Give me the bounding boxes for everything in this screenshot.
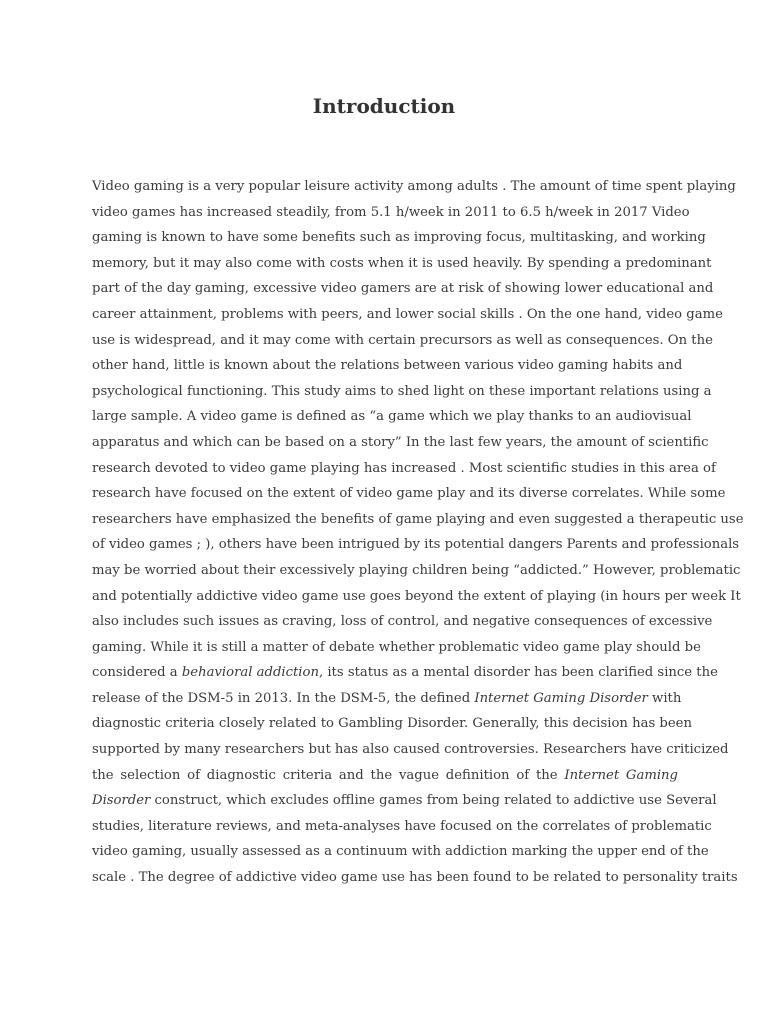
paragraph-line: large sample. A video game is defined as “a game which we play thanks to an audiovisual xyxy=(92,409,692,425)
line-text: construct, which excludes offline games from being related to addictive use Several xyxy=(150,793,717,809)
emphasis-term: behavioral addiction xyxy=(181,665,319,681)
paragraph-line: video games has increased steadily, from 5.1 h/week in 2011 to 6.5 h/week in 2017 Video xyxy=(92,204,690,220)
body-paragraph xyxy=(92,174,744,891)
paragraph-line: research have focused on the extent of video game play and its diverse correlates. While some xyxy=(92,486,726,502)
paragraph-line: gaming is known to have some benefits such as improving focus, multitasking, and working xyxy=(92,230,706,246)
paragraph-line xyxy=(92,686,682,712)
paragraph-line: scale . The degree of addictive video game use has been found to be related to personality traits xyxy=(92,870,738,886)
paragraph-line: video gaming, usually assessed as a continuum with addiction marking the upper end of the xyxy=(92,844,709,860)
paragraph-line: memory, but it may also come with costs when it is used heavily. By spending a predominant xyxy=(92,255,712,271)
paragraph-line: diagnostic criteria closely related to Gambling Disorder. Generally, this decision has been xyxy=(92,716,692,732)
paragraph-line: gaming. While it is still a matter of debate whether problematic video game play should be xyxy=(92,639,701,655)
paragraph-line: may be worried about their excessively playing children being “addicted.” However, problematic xyxy=(92,562,741,578)
paragraph-line: Video gaming is a very popular leisure activity among adults . The amount of time spent playing xyxy=(92,179,736,194)
emphasis-term: Internet Gaming Disorder xyxy=(474,690,648,706)
paragraph-line: and potentially addictive video game use goes beyond the extent of playing (in hours per week It xyxy=(92,588,741,604)
emphasis-term: Disorder xyxy=(92,793,151,809)
paragraph-line xyxy=(92,660,718,686)
paragraph-line xyxy=(92,763,678,789)
line-text: release of the DSM-5 in 2013. In the DSM-5, the defined xyxy=(92,690,471,706)
paragraph-line: other hand, little is known about the relations between various video gaming habits and xyxy=(92,358,683,374)
emphasis-term: Internet Gaming xyxy=(564,767,678,783)
line-text: with xyxy=(647,690,682,706)
paragraph-line: career attainment, problems with peers, and lower social skills . On the one hand, video game xyxy=(92,306,723,322)
paragraph-line: use is widespread, and it may come with certain precursors as well as consequences. On the xyxy=(92,332,713,348)
page-title: Introduction xyxy=(312,94,456,118)
paragraph-line xyxy=(92,788,717,814)
paragraph-line: apparatus and which can be based on a story” In the last few years, the amount of scientific xyxy=(92,434,709,450)
paragraph-line: studies, literature reviews, and meta-analyses have focused on the correlates of problematic xyxy=(92,818,712,834)
paragraph-line: part of the day gaming, excessive video gamers are at risk of showing lower educational and xyxy=(92,281,714,297)
paragraph-line: also includes such issues as craving, loss of control, and negative consequences of excessive xyxy=(92,614,713,630)
line-text: the selection of diagnostic criteria and the vague definition of the xyxy=(92,767,558,783)
paragraph-line: supported by many researchers but has also caused controversies. Researchers have criticized xyxy=(92,742,729,758)
paragraph-line: of video games ; ), others have been intrigued by its potential dangers Parents and professionals xyxy=(92,537,740,553)
paragraph-line: research devoted to video game playing has increased . Most scientific studies in this area of xyxy=(92,460,716,476)
paragraph-line: researchers have emphasized the benefits of game playing and even suggested a therapeutic use xyxy=(92,511,744,527)
paragraph-line: psychological functioning. This study aims to shed light on these important relations using a xyxy=(92,383,712,399)
line-text: considered a xyxy=(92,665,182,681)
line-text: , its status as a mental disorder has been clarified since the xyxy=(318,665,718,681)
